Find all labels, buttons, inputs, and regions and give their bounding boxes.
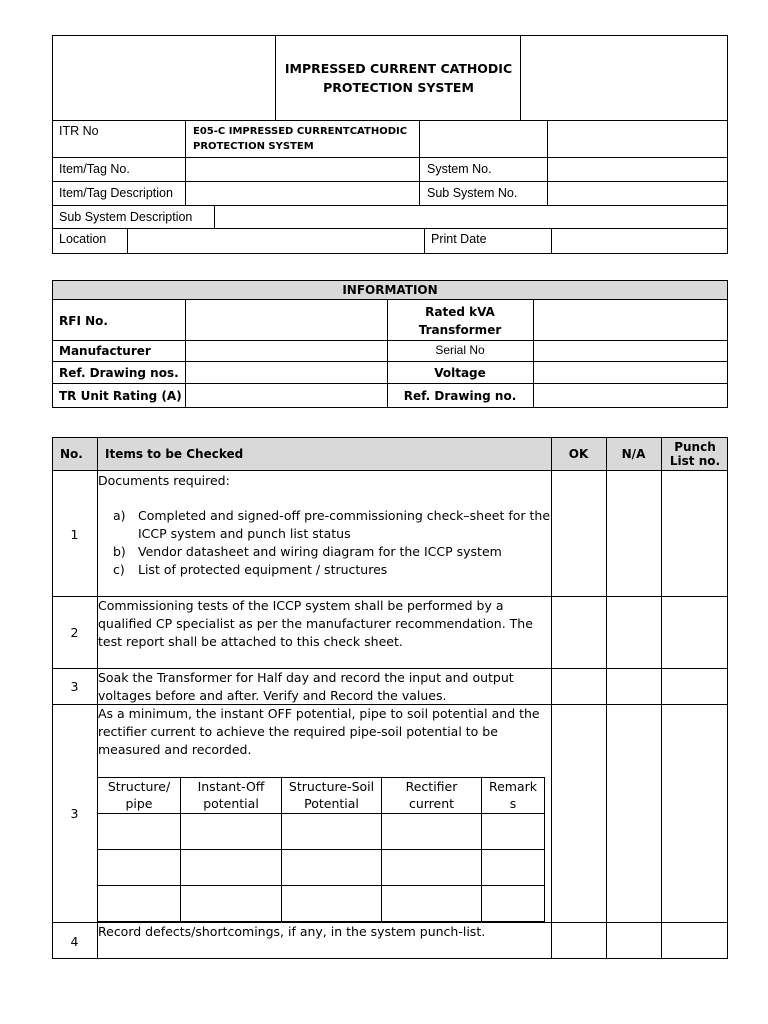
divider (97, 813, 545, 814)
rfi-no-label: RFI No. (59, 314, 108, 328)
information-title: INFORMATION (342, 283, 438, 297)
divider (52, 299, 728, 300)
rated-kva-label: Rated kVA Transformer (418, 305, 502, 337)
row-3-text: Soak the Transformer for Half day and record the input and output voltages before and after. Verify and Record the values. (98, 670, 514, 703)
location-label: Location (59, 232, 107, 246)
item-tag-no-label: Item/Tag No. (59, 162, 130, 176)
col-punch-header: Punch List no. (669, 440, 721, 468)
list-item: c) List of protected equipment / structures (113, 562, 388, 577)
manufacturer-label: Manufacturer (59, 344, 151, 358)
itr-no-label: ITR No (59, 124, 99, 138)
sub-system-description-label: Sub System Description (59, 210, 193, 224)
itr-no-value: E05-C IMPRESSED CURRENTCATHODIC PROTECTION SYSTEM (193, 126, 408, 152)
row-5-text: Record defects/shortcomings, if any, in the system punch-list. (98, 924, 486, 939)
document-title: IMPRESSED CURRENT CATHODIC PROTECTION SYSTEM (284, 61, 513, 95)
col-no-header: No. (60, 447, 83, 461)
system-no-label: System No. (427, 162, 492, 176)
divider (97, 849, 545, 850)
subtable-header-instant-off: Instant-Off potential (197, 779, 265, 811)
voltage-label: Voltage (434, 366, 486, 380)
divider (185, 120, 186, 205)
divider (547, 120, 548, 205)
divider (424, 228, 425, 254)
divider (533, 299, 534, 408)
col-ok-header: OK (568, 447, 589, 461)
divider (214, 205, 215, 228)
list-item: a) Completed and signed-off pre-commissioning check–sheet for the ICCP system and punch list status (113, 508, 551, 541)
subtable-header-remarks: Remark s (488, 779, 538, 811)
row-number: 3 (70, 806, 79, 821)
divider (52, 120, 728, 121)
sub-system-no-label: Sub System No. (427, 186, 518, 200)
divider (52, 205, 728, 206)
serial-no-label: Serial No (435, 343, 485, 357)
divider (551, 228, 552, 254)
divider (52, 157, 728, 158)
tr-unit-rating-label: TR Unit Rating (A) (59, 389, 182, 403)
divider (606, 437, 607, 959)
row-number: 4 (70, 934, 79, 949)
ref-drawing-no-label: Ref. Drawing no. (403, 389, 517, 403)
divider (661, 437, 662, 959)
row-number: 1 (70, 527, 79, 542)
divider (52, 361, 728, 362)
col-na-header: N/A (621, 447, 646, 461)
divider (52, 340, 728, 341)
divider (185, 299, 186, 408)
subtable-header-rectifier: Rectifier current (405, 779, 458, 811)
row-4-text: As a minimum, the instant OFF potential, pipe to soil potential and the rectifier current to achieve the required pipe-soil potential to be measured and recorded. (98, 706, 540, 757)
row-number: 2 (70, 625, 79, 640)
list-item: b) Vendor datasheet and wiring diagram for the ICCP system (113, 544, 502, 559)
divider (52, 228, 728, 229)
divider (97, 885, 545, 886)
divider (419, 120, 420, 205)
ref-drawing-nos-label: Ref. Drawing nos. (59, 366, 179, 380)
divider (52, 383, 728, 384)
divider (52, 470, 728, 471)
item-tag-description-label: Item/Tag Description (59, 186, 173, 200)
divider (551, 437, 552, 959)
divider (52, 181, 728, 182)
subtable-header-structure: Structure/ pipe (107, 779, 171, 811)
divider (127, 228, 128, 254)
print-date-label: Print Date (431, 232, 487, 246)
row-1-document-list (98, 507, 551, 579)
row-2-text: Commissioning tests of the ICCP system shall be performed by a qualified CP specialist as per the manufacturer recommendation. The test report shall be attached to this check sheet. (98, 598, 533, 649)
col-items-header: Items to be Checked (105, 447, 244, 461)
row-1-intro: Documents required: (98, 473, 230, 488)
row-number: 3 (70, 679, 79, 694)
subtable-header-structure-soil: Structure-Soil Potential (288, 779, 375, 811)
